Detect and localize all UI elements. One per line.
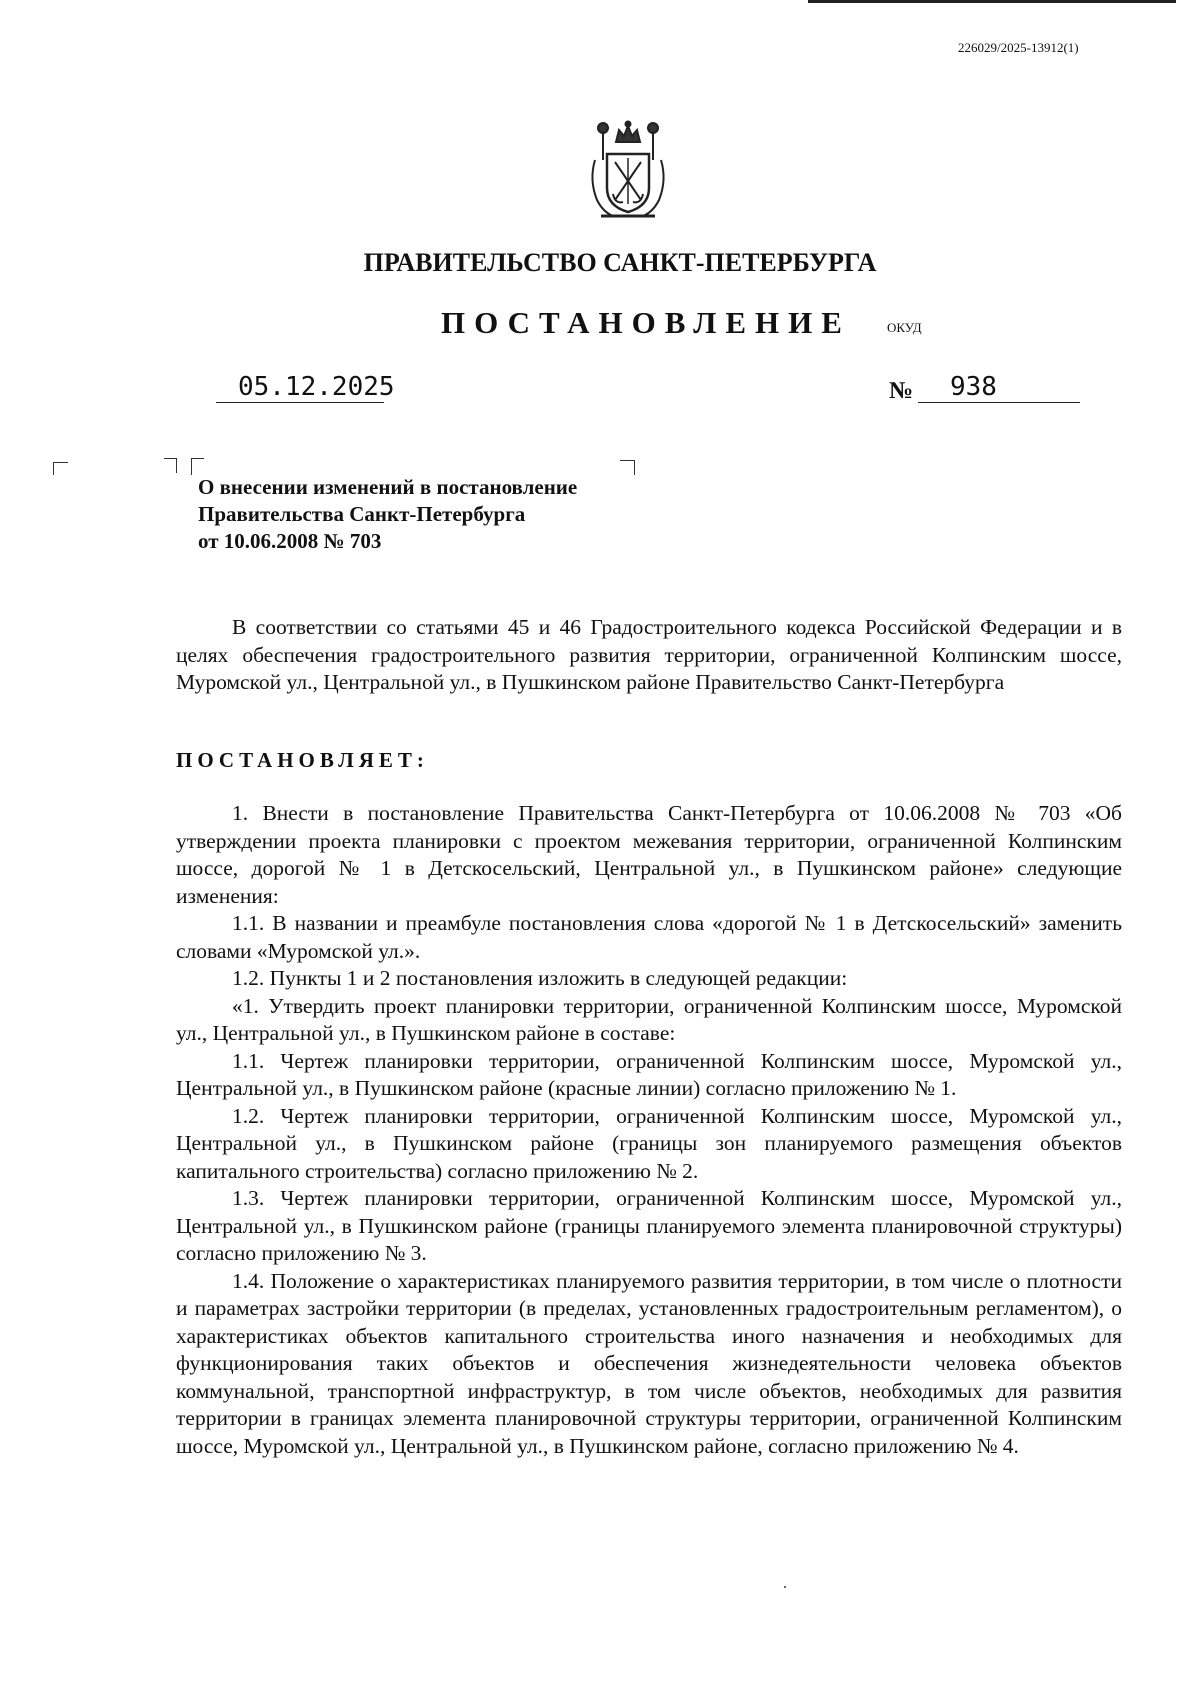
number-label: №: [889, 378, 914, 404]
preamble: В соответствии со статьями 45 и 46 Градостроительного кодекса Российской Федерации и в целях обеспечения градостроительного развития территории, ограниченной Колпинским шоссе, Муромской ул., Центральной ул., в Пушкинском районе Правительство Санкт-Петербурга: [176, 615, 1122, 694]
subject-line: Правительства Санкт-Петербурга: [198, 502, 526, 526]
top-rule: [808, 0, 1176, 3]
margin-corner-mark: [53, 462, 68, 475]
decree-item: 1.2. Чертеж планировки территории, ограниченной Колпинским шоссе, Муромской ул., Центральной ул., в Пушкинском районе (границы зон планируемого размещения объектов капитального строительства) согласно приложению № 2.: [176, 1103, 1122, 1183]
preamble-block: [176, 614, 1122, 697]
issuing-authority: ПРАВИТЕЛЬСТВО САНКТ-ПЕТЕРБУРГА: [363, 248, 877, 277]
document-id: 226029/2025-13912(1): [958, 40, 1079, 55]
decree-item: 1.3. Чертеж планировки территории, ограниченной Колпинским шоссе, Муромской ул., Центральной ул., в Пушкинском районе (границы планируемого элемента планировочной структуры) согласно приложению № 3.: [176, 1186, 1122, 1265]
decree-items: [176, 800, 1122, 1460]
subject-corner-mark: [620, 460, 635, 475]
decree-item: 1.2. Пункты 1 и 2 постановления изложить в следующей редакции:: [232, 966, 848, 990]
decree-item: 1.1. В названии и преамбуле постановления слова «дорогой № 1 в Детскосельский» заменить словами «Муромской ул.».: [176, 911, 1122, 963]
document-subject: [198, 474, 577, 555]
scan-speck: [784, 1586, 786, 1588]
decree-item: 1.4. Положение о характеристиках планируемого развития территории, в том числе о плотности и параметрах застройки территории (в пределах, установленных градостроительным регламентом), о характеристиках объектов капитального строительства иного назначения и необходимых для функционирования таких объектов и обеспечения жизнедеятельности человека объектов коммунальной, транспортной инфраструктур, в том числе объектов, необходимых для развития территории в границах элемента планировочной структуры территории, ограниченной Колпинским шоссе, Муромской ул., Центральной ул., в Пушкинском районе, согласно приложению № 4.: [176, 1268, 1122, 1458]
okud-label: ОКУД: [887, 320, 922, 335]
document-type: ПОСТАНОВЛЕНИЕ: [441, 305, 851, 340]
subject-line: О внесении изменений в постановление: [198, 475, 578, 499]
decree-item: 1. Внести в постановление Правительства Санкт-Петербурга от 10.06.2008 № 703 «Об утверждении проекта планировки с проектом межевания территории, ограниченной Колпинским шоссе, дорогой № 1 в Детскосельский, Центральной ул., в Пушкинском районе» следующие изменения:: [176, 801, 1122, 908]
document-number: 938: [918, 372, 1080, 403]
document-date: 05.12.2025: [216, 372, 384, 403]
subject-line: от 10.06.2008 № 703: [198, 529, 382, 553]
resolves-heading: ПОСТАНОВЛЯЕТ:: [176, 748, 429, 772]
decree-item: 1.1. Чертеж планировки территории, ограниченной Колпинским шоссе, Муромской ул., Центральной ул., в Пушкинском районе (красные линии) согласно приложению № 1.: [176, 1048, 1122, 1100]
subject-corner-mark: [164, 458, 177, 473]
coat-of-arms-icon: [583, 120, 673, 220]
decree-item: «1. Утвердить проект планировки территории, ограниченной Колпинским шоссе, Муромской ул., Центральной ул., в Пушкинском районе в составе:: [176, 993, 1122, 1045]
subject-corner-mark: [191, 458, 204, 475]
